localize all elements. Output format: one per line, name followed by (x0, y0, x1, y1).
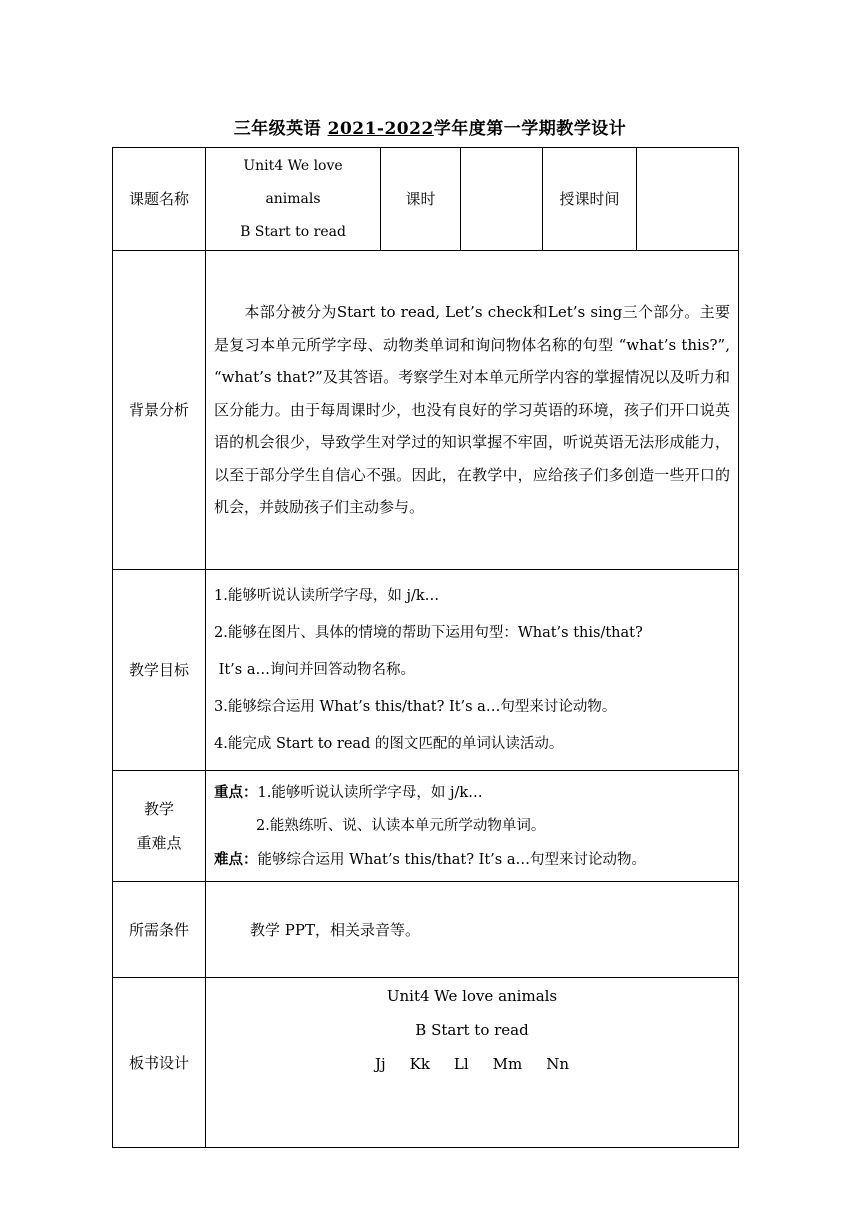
goals-list (206, 570, 739, 771)
keys-label-line: 教学 (143, 800, 174, 818)
board-letter: Nn (546, 1055, 570, 1073)
key-point-2: 2.能熟练听、说、认读本单元所学动物单词。 (256, 817, 546, 834)
lesson-plan-table (112, 147, 739, 1148)
board-letter: Ll (453, 1055, 469, 1073)
goal-item: 3.能够综合运用 What’s this/that? It’s a…句型来讨论动物。 (214, 698, 617, 715)
key-point-label: 重点： (214, 783, 258, 801)
document-title (0, 114, 860, 139)
background-label: 背景分析 (113, 251, 206, 570)
title-prefix: 三年级英语 (233, 119, 328, 139)
topic-line: B Start to read (240, 223, 346, 240)
goal-item: 1.能够听说认读所学字母，如 j/k… (214, 587, 440, 604)
topic-line: animals (265, 190, 321, 207)
title-suffix: 一学期教学设计 (503, 119, 627, 139)
time-label: 授课时间 (543, 148, 637, 251)
goals-label: 教学目标 (113, 570, 206, 771)
keys-content (206, 771, 739, 882)
board-line: B Start to read (415, 1021, 529, 1039)
key-point (214, 776, 730, 810)
board-letter: Kk (409, 1055, 430, 1073)
period-value (461, 148, 543, 251)
time-value (637, 148, 739, 251)
conditions-row (113, 882, 739, 978)
keys-label (113, 771, 206, 882)
goal-item: 4.能完成 Start to read 的图文匹配的单词认读活动。 (214, 735, 564, 752)
topic-value (206, 148, 381, 251)
board-line: Unit4 We love animals (386, 987, 558, 1005)
board-design (206, 978, 739, 1148)
background-row (113, 251, 739, 570)
period-label: 课时 (381, 148, 461, 251)
goal-item: It’s a…询问并回答动物名称。 (214, 661, 415, 678)
board-letters (206, 1047, 738, 1081)
conditions-text: 教学 PPT，相关录音等。 (206, 882, 739, 978)
title-mid: 学年度第 (433, 119, 504, 139)
key-point (214, 810, 730, 843)
topic-line: Unit4 We love (243, 157, 343, 174)
board-row (113, 978, 739, 1148)
keys-row (113, 771, 739, 882)
goals-row (113, 570, 739, 771)
key-point-1: 1.能够听说认读所学字母，如 j/k… (257, 784, 483, 801)
topic-label: 课题名称 (113, 148, 206, 251)
difficult-point-text: 能够综合运用 What’s this/that? It’s a…句型来讨论动物。 (257, 851, 646, 868)
title-year: 2021-2022 (327, 119, 434, 139)
keys-label-line: 重难点 (136, 834, 182, 852)
difficult-point (214, 843, 730, 877)
board-label: 板书设计 (113, 978, 206, 1148)
goal-item: 2.能够在图片、具体的情境的帮助下运用句型：What’s this/that? (214, 624, 643, 641)
difficult-point-label: 难点： (214, 850, 258, 868)
background-paragraph: 本部分被分为Start to read, Let’s check和Let’s sing三个部分。主要是复习本单元所学字母、动物类单词和询问物体名称的句型 “what’s this?”, “what’s that?”及其答语。考察学生对本单元所学内容的掌握情况以及听力和区分能力。由于每周课时少，也没有良好的学习英语的环境，孩子们开口说英语的机会很少，导致学生对学过的知识掌握不牢固，听说英语无法形成能力，以至于部分学生自信心不强。因此，在教学中，应给孩子们多创造一些开口的机会，并鼓励孩子们主动参与。 (214, 303, 730, 517)
background-text (206, 251, 739, 570)
board-letter: Jj (374, 1055, 386, 1073)
board-letter: Mm (492, 1055, 523, 1073)
conditions-label: 所需条件 (113, 882, 206, 978)
topic-row (113, 148, 739, 251)
